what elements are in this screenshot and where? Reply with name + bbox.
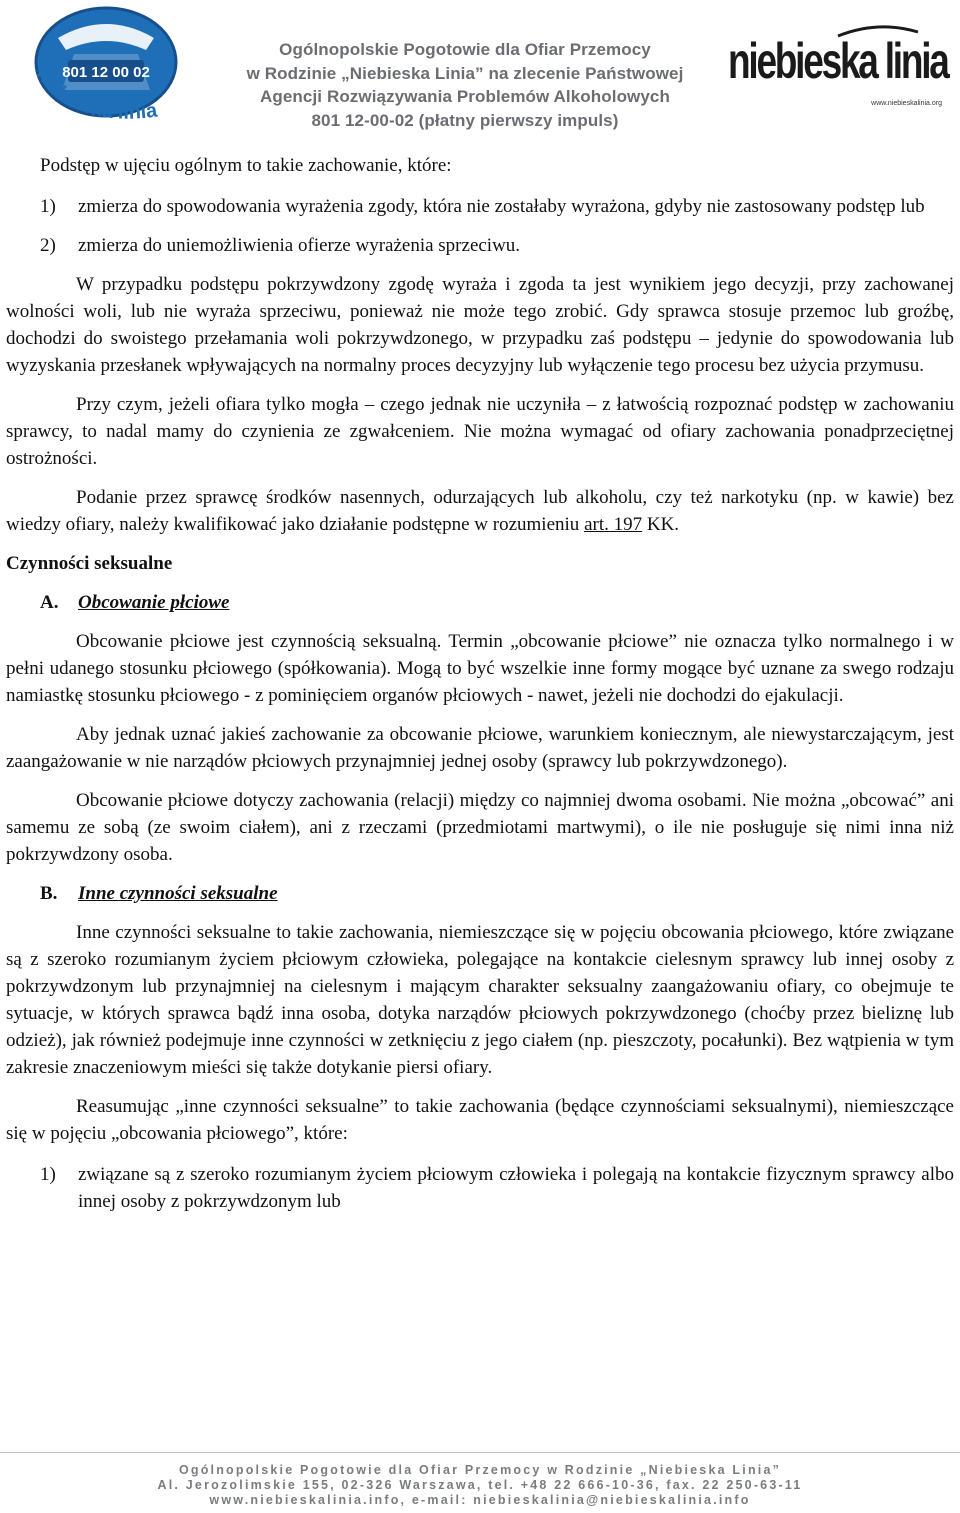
page-footer [0, 1452, 960, 1513]
subsection-title: Obcowanie płciowe [78, 592, 230, 613]
org-info [205, 38, 725, 132]
list-number: 2) [40, 235, 56, 256]
paragraph-text: KK. [642, 514, 680, 535]
subsection-letter: B. [40, 883, 58, 904]
subsection-heading [6, 880, 954, 907]
org-phone-line: 801 12-00-02 (płatny pierwszy impuls) [311, 110, 619, 130]
list-text: związane są z szeroko rozumianym życiem płciowym człowieka i polegają na kontakcie fizycznym sprawcy albo innej osoby z pokrzywdzonym lub [78, 1164, 954, 1212]
org-line: Agencji Rozwiązywania Problemów Alkoholowych [260, 87, 670, 106]
paragraph: Reasumując „inne czynności seksualne” to takie zachowania (będące czynnościami seksualnymi), niemieszczące się w pojęciu „obcowania płciowego”, które: [6, 1096, 954, 1144]
section-heading: Czynności seksualne [6, 553, 173, 574]
brand-word: niebieska linia [728, 33, 948, 89]
page-header [0, 0, 960, 140]
paragraph: Przy czym, jeżeli ofiara tylko mogła – czego jednak nie uczyniła – z łatwością rozpoznać podstęp w zachowaniu sprawcy, to nadal mamy do czynienia ze zgwałceniem. Nie można wymagać od ofiary zachowania ponadprzeciętnej ostrożności. [6, 394, 954, 469]
list-number: 1) [40, 1164, 56, 1185]
paragraph: Aby jednak uznać jakieś zachowanie za obcowanie płciowe, warunkiem koniecznym, ale niewystarczającym, jest zaangażowanie w nie narządów płciowych przynajmniej jednej osoby (sprawcy lub pokrzywdzonego). [6, 724, 954, 772]
list-item [6, 232, 954, 259]
list-text: zmierza do spowodowania wyrażenia zgody, która nie zostałaby wyrażona, gdyby nie zastosowany podstęp lub [78, 196, 925, 217]
document-body [6, 152, 954, 1215]
phone-badge: 801 12 00 02 [62, 64, 150, 81]
list-number: 1) [40, 196, 56, 217]
paragraph: Inne czynności seksualne to takie zachowania, niemieszczące się w pojęciu obcowania płciowego, które związane są z szeroko rozumianym życiem płciowym człowieka, polegające na kontakcie cielesnym sprawcy lub innej osoby z pokrzywdzonym lub przynajmniej na cielesnym i mającym charakter seksualny zaangażowaniu ofiary, co obejmuje te sytuacje, w których sprawca bądź inna osoba, dotyka narządów płciowych pokrzywdzonego (choćby przez bieliznę lub odzież), jak również podejmuje inne czynności w zetknięciu z jego ciałem (np. pieszczoty, pocałunki). Bez wątpienia w tym zakresie znaczeniowym mieści się także dotykanie piersi ofiary. [6, 922, 954, 1078]
list-item [6, 1161, 954, 1215]
logo-arc-text: niebieska linia [31, 63, 159, 124]
list-text: zmierza do uniemożliwienia ofierze wyrażenia sprzeciwu. [78, 235, 521, 256]
org-line: w Rodzinie „Niebieska Linia” na zlecenie Państwowej [246, 63, 684, 83]
paragraph [6, 484, 954, 538]
list-item [6, 193, 954, 220]
paragraph: Obcowanie płciowe jest czynnością seksualną. Termin „obcowanie płciowe” nie oznacza tylko normalnego i w pełni udanego stosunku płciowego (spółkowania). Mogą to być wszelkie inne formy mogące być uznane za swego rodzaju namiastkę stosunku płciowego - z pominięciem organów płciowych - nawet, jeżeli nie dochodzi do ejakulacji. [6, 631, 954, 706]
niebieska-linia-phone-logo [18, 4, 193, 132]
paragraph: Obcowanie płciowe dotyczy zachowania (relacji) między co najmniej dwoma osobami. Nie można „obcować” ani samemu ze sobą (ze swoim ciałem), ani z rzeczami (przedmiotami martwymi), o ile nie posługuje się nimi inna niż pokrzywdzony osoba. [6, 790, 954, 865]
paragraph: W przypadku podstępu pokrzywdzony zgodę wyraża i zgoda ta jest wynikiem jego decyzji, przy zachowanej wolności woli, lub nie wyraża sprzeciwu, ponieważ nie może tego zrobić. Gdy sprawca stosuje przemoc lub groźbę, dochodzi do swoistego przełamania woli pokrzywdzonego, w przypadku zaś podstępu – jedynie do spowodowania lub wyzyskania przesłanek wpływających na normalny proces decyzyjny lub wyłączenie tego procesu bez użycia przymusu. [6, 274, 954, 376]
org-line: Ogólnopolskie Pogotowie dla Ofiar Przemocy [279, 40, 651, 59]
brand-logo [728, 18, 950, 110]
subsection-title: Inne czynności seksualne [78, 883, 278, 904]
footer-org-line: Ogólnopolskie Pogotowie dla Ofiar Przemocy w Rodzinie „Niebieska Linia” [178, 1463, 782, 1477]
intro-line: Podstęp w ujęciu ogólnym to takie zachowanie, które: [40, 155, 452, 176]
article-link[interactable]: art. 197 [584, 514, 643, 535]
footer-address-line: Al. Jerozolimskie 155, 02-326 Warszawa, tel. +48 22 666-10-36, fax. 22 250-63-11 [157, 1478, 803, 1492]
footer-contact-line: www.niebieskalinia.info, e-mail: niebieskalinia@niebieskalinia.info [209, 1493, 751, 1507]
paragraph-text: Podanie przez sprawcę środków nasennych, odurzających lub alkoholu, czy też narkotyku (np. w kawie) bez wiedzy ofiary, należy kwalifikować jako działanie podstępne w rozumieniu [6, 487, 954, 535]
subsection-heading [6, 589, 954, 616]
brand-url: www.niebieskalinia.org [871, 100, 942, 107]
subsection-letter: A. [40, 592, 59, 613]
